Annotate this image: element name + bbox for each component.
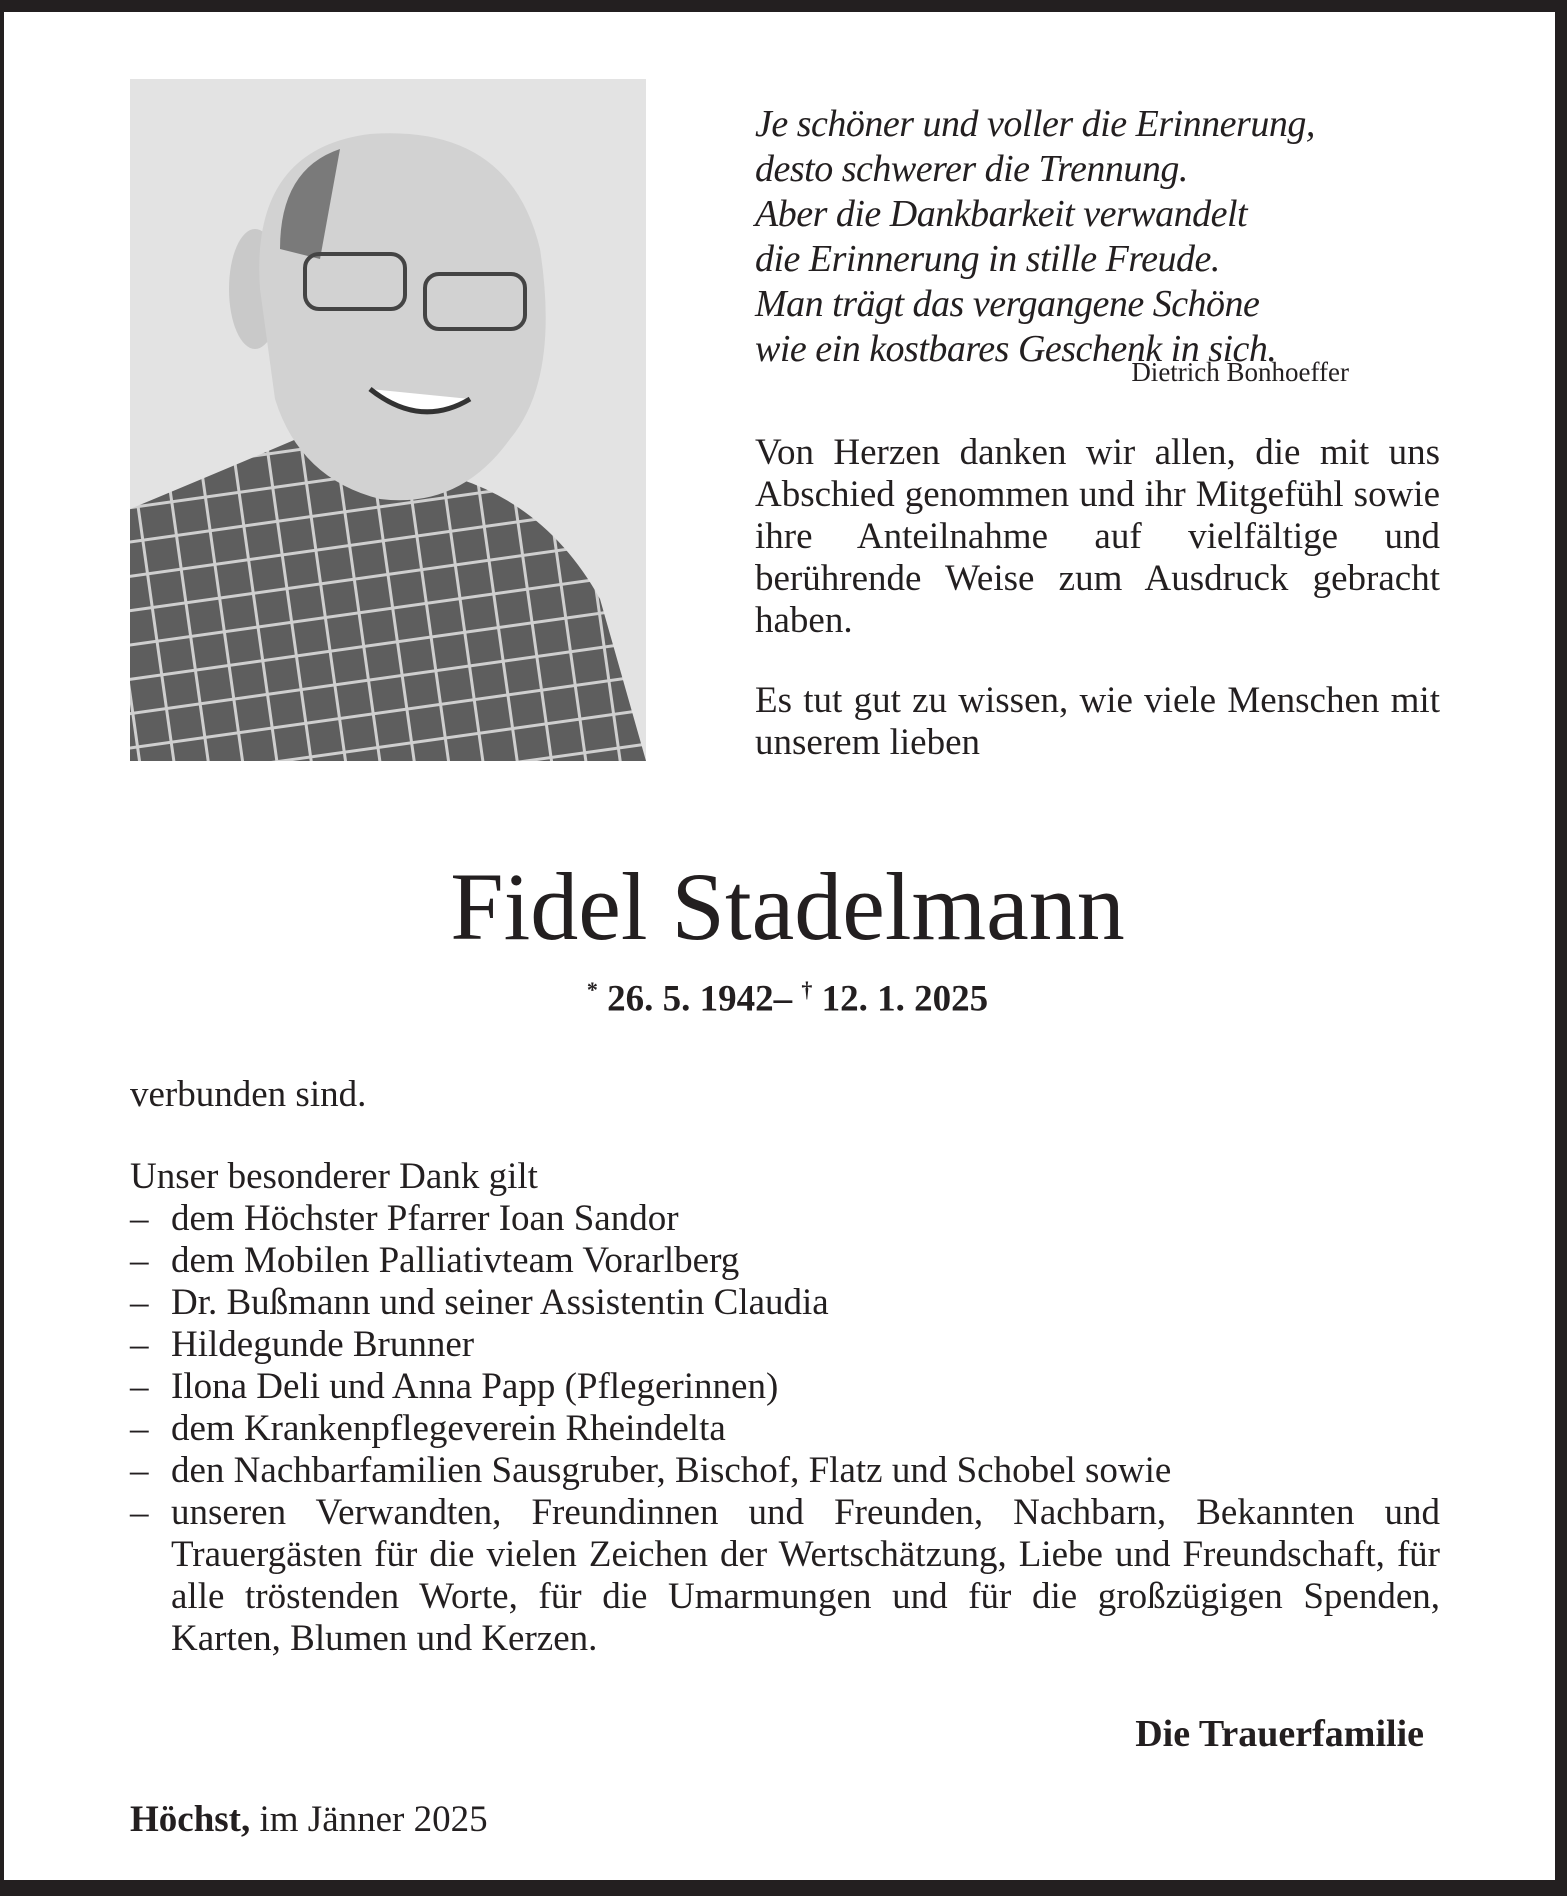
town: Höchst,: [130, 1799, 251, 1840]
dash-bullet: –: [130, 1366, 149, 1407]
dash-bullet: –: [130, 1492, 149, 1533]
birth-date: 26. 5. 1942: [607, 978, 774, 1020]
dash-bullet: –: [130, 1324, 149, 1365]
list-item-text: dem Krankenpflegeverein Rheindelta: [171, 1408, 726, 1449]
list-item-text: Dr. Bußmann und seiner Assistentin Claudia: [171, 1282, 829, 1323]
dash-bullet: –: [130, 1450, 149, 1491]
intro-paragraph: Es tut gut zu wissen, wie viele Menschen mit unserem lieben: [755, 680, 1440, 763]
thanks-intro: [755, 432, 1440, 802]
thanks-list: [130, 1198, 1440, 1660]
death-symbol: †: [801, 977, 813, 1002]
quote-line: die Erinnerung in stille Freude.: [755, 238, 1220, 280]
obituary-card: [4, 12, 1555, 1880]
bonhoeffer-quote: [755, 102, 1315, 372]
dash-bullet: –: [130, 1198, 149, 1239]
list-item: [130, 1240, 1440, 1282]
deceased-name: Fidel Stadelmann: [450, 853, 1125, 960]
thanks-heading: Unser besonderer Dank gilt: [130, 1156, 538, 1197]
list-item-text: Ilona Deli und Anna Papp (Pflegerinnen): [171, 1366, 779, 1407]
death-date: 12. 1. 2025: [821, 978, 989, 1020]
portrait-photo: [130, 79, 646, 761]
signature: Die Trauerfamilie: [1135, 1713, 1424, 1755]
birth-symbol: *: [586, 977, 598, 1002]
dash-bullet: –: [130, 1240, 149, 1281]
list-item: [130, 1492, 1440, 1660]
thanks-section: [130, 1074, 1440, 1660]
quote-line: Je schöner und voller die Erinnerung,: [755, 103, 1315, 145]
list-item: [130, 1408, 1440, 1450]
quote-author: Dietrich Bonhoeffer: [1131, 357, 1349, 387]
list-item-text: den Nachbarfamilien Sausgruber, Bischof, Flatz und Schobel sowie: [171, 1450, 1172, 1491]
date-separator: –: [773, 978, 793, 1020]
date-text: im Jänner 2025: [259, 1799, 488, 1840]
quote-line: wie ein kostbares Geschenk in sich.: [755, 328, 1277, 370]
place-date: [130, 1798, 488, 1841]
quote-line: Aber die Dankbarkeit verwandelt: [755, 193, 1248, 235]
list-item: [130, 1450, 1440, 1492]
list-item-text: dem Mobilen Palliativteam Vorarlberg: [171, 1240, 740, 1281]
list-item-text: dem Höchster Pfarrer Ioan Sandor: [171, 1198, 679, 1239]
dash-bullet: –: [130, 1282, 149, 1323]
continuation-text: verbunden sind.: [130, 1074, 367, 1115]
quote-line: Man trägt das vergangene Schöne: [755, 283, 1260, 325]
list-item: [130, 1324, 1440, 1366]
list-item-text: unseren Verwandten, Freundinnen und Freunden, Nachbarn, Bekannten und Trauergästen für die vielen Zeichen der Wertschätzung, Liebe und Freundschaft, für alle tröstenden Worte, für die Umarmungen und für die großzügigen Spenden, Karten, Blumen und Kerzen.: [171, 1492, 1440, 1659]
list-item: [130, 1282, 1440, 1324]
life-dates: [4, 977, 1567, 1020]
intro-paragraph: Von Herzen danken wir allen, die mit uns Abschied genommen und ihr Mitgefühl sowie ihre Anteilnahme auf vielfältige und berührende Weise zum Ausdruck gebracht haben.: [755, 432, 1440, 641]
list-item: [130, 1198, 1440, 1240]
quote-line: desto schwerer die Trennung.: [755, 148, 1188, 190]
list-item: [130, 1366, 1440, 1408]
dash-bullet: –: [130, 1408, 149, 1449]
list-item-text: Hildegunde Brunner: [171, 1324, 475, 1365]
